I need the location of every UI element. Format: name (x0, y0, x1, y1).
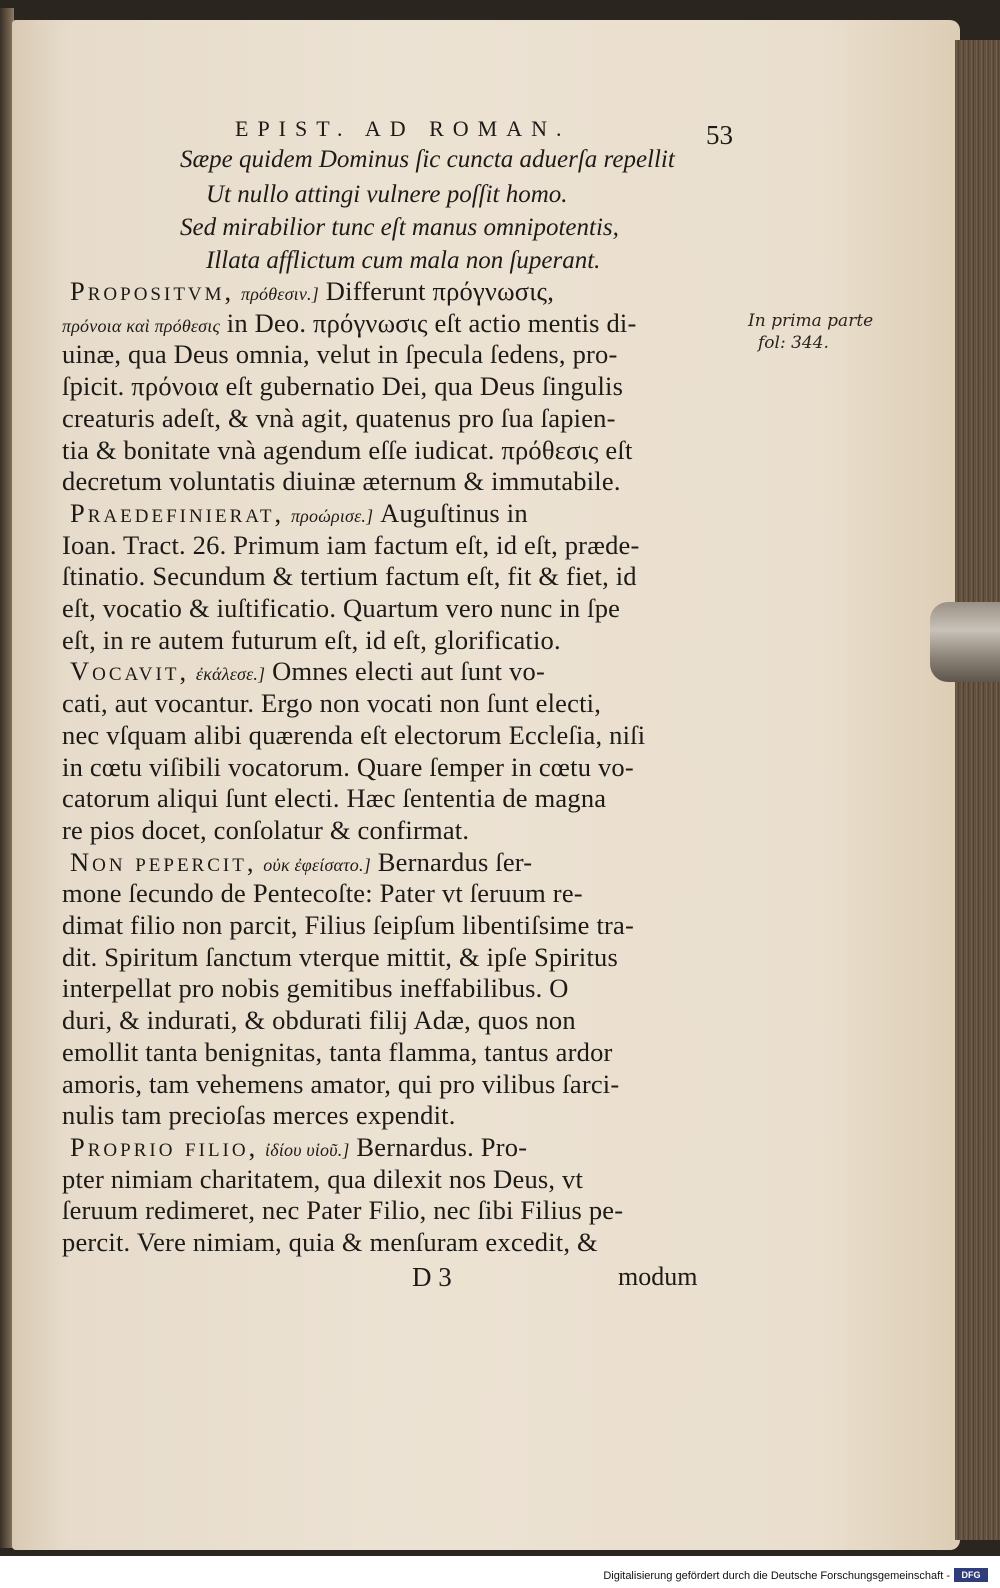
lemma-heading: Proprio filio, (70, 1131, 259, 1162)
lemma-heading: Propositvm, (70, 276, 235, 306)
line-text: ſpicit. πρόνοια eſt gubernatio Dei, qua Deus ſingulis (62, 371, 624, 402)
line-text: Omnes electi aut ſunt vo- (265, 656, 545, 687)
text-line (62, 371, 623, 402)
lemma-heading: Vocavit, (70, 656, 190, 687)
footer-credit: Digitalisierung gefördert durch die Deutsche Forschungsgemeinschaft - (603, 1570, 950, 1582)
text-line (70, 498, 528, 529)
text-line (62, 1037, 613, 1068)
line-text: cati, aut vocantur. Ergo non vocati non ſunt electi, (62, 688, 602, 719)
text-line (62, 720, 645, 751)
line-text: catorum aliqui ſunt electi. Hæc ſententia de magna (62, 783, 607, 814)
greek-term: ἐκάλεσε.] (195, 664, 266, 685)
text-line (62, 1069, 619, 1100)
verse-line: Illata afflictum cum mala non ſuperant. (206, 247, 601, 274)
text-line (62, 1195, 623, 1226)
verse-line: Sed mirabilior tunc eſt manus omnipotentis, (180, 214, 619, 241)
text-line (62, 561, 637, 592)
text-line (62, 942, 618, 973)
line-text: creaturis adeſt, & vnà agit, quatenus pro ſua ſapien- (62, 402, 616, 433)
line-text: Auguſtinus in (373, 497, 528, 528)
line-text: in cœtu viſibili vocatorum. Quare ſemper in cœtu vo- (62, 751, 634, 782)
text-line (62, 466, 621, 497)
text-line (62, 878, 583, 909)
verse-line: Sæpe quidem Dominus ſic cuncta aduerſa repellit (180, 146, 675, 173)
text-line (62, 339, 618, 370)
line-text: re pios docet, conſolatur & confirmat. (62, 814, 470, 845)
greek-term: προώρισε.] (290, 505, 374, 526)
text-line (62, 688, 601, 719)
margin-note-line: fol: 344. (758, 333, 829, 353)
greek-term: ἰδίου υἱοῦ.] (265, 1139, 350, 1160)
line-text: percit. Vere nimiam, quia & menſuram excedit, & (62, 1227, 598, 1257)
line-text: pter nimiam charitatem, qua dilexit nos Deus, vt (62, 1163, 584, 1194)
page-block-edges (955, 40, 1000, 1540)
line-text: interpellat pro nobis gemitibus ineffabilibus. O (62, 973, 569, 1004)
line-text: Differunt πρόγνωσις, (318, 276, 555, 306)
lemma-heading: Praedefinierat, (70, 497, 285, 528)
running-head: EPIST. AD ROMAN. (235, 116, 571, 141)
line-text: Bernardus. Pro- (349, 1131, 528, 1162)
greek-term: πρόνοια καὶ πρόθεσις (62, 315, 220, 336)
text-line (62, 625, 561, 656)
dfg-logo: DFG (954, 1568, 988, 1582)
greek-term: πρόθεσιν.] (241, 284, 319, 304)
line-text: amoris, tam vehemens amator, qui pro vilibus ſarci- (62, 1068, 620, 1099)
text-line (70, 656, 545, 687)
text-line (62, 1227, 598, 1258)
page-number: 53 (706, 120, 733, 150)
text-line (70, 276, 554, 307)
text-line (62, 1100, 456, 1131)
line-text: dit. Spiritum ſanctum vterque mittit, & ipſe Spiritus (62, 941, 619, 972)
handwritten-margin-note (748, 310, 873, 354)
line-text: Ioan. Tract. 26. Primum iam factum eſt, id eſt, præde- (62, 529, 640, 560)
text-line (62, 1164, 583, 1195)
line-text: emollit tanta benignitas, tanta flamma, tantus ardor (62, 1036, 613, 1067)
text-line (62, 910, 634, 941)
line-text: mone ſecundo de Pentecoſte: Pater vt ſeruum re- (62, 878, 583, 909)
line-text: decretum voluntatis diuinæ æternum & immutabile. (62, 466, 621, 497)
text-line (70, 1132, 527, 1163)
text-line (62, 1005, 576, 1036)
lemma-heading: Non pepercit, (70, 846, 257, 877)
line-text: dimat filio non parcit, Filius ſeipſum libentiſsime tra- (62, 910, 635, 940)
line-text: ſtinatio. Secundum & tertium factum eſt, fit & fiet, id (62, 561, 637, 592)
line-text: eſt, in re autem futurum eſt, id eſt, glorificatio. (62, 624, 561, 655)
line-text: tia & bonitate vnà agendum eſſe iudicat. πρόθεσις eſt (62, 434, 633, 465)
text-line (62, 530, 640, 561)
line-text: eſt, vocatio & iuſtificatio. Quartum vero nunc in ſpe (62, 593, 621, 623)
text-line (62, 783, 606, 814)
text-line (62, 435, 633, 466)
text-line (62, 308, 637, 339)
text-line (62, 973, 569, 1004)
line-text: nulis tam precioſas merces expendit. (62, 1100, 456, 1131)
line-text: uinæ, qua Deus omnia, velut in ſpecula ſedens, pro- (62, 339, 618, 370)
line-text: ſeruum redimeret, nec Pater Filio, nec ſibi Filius pe- (62, 1195, 624, 1226)
text-line (62, 593, 620, 624)
book-clasp (930, 602, 1000, 682)
verse-line: Ut nullo attingi vulnere poſſit homo. (206, 181, 568, 208)
margin-note-line: In prima parte (748, 311, 874, 331)
line-text: duri, & indurati, & obdurati filij Adæ, quos non (62, 1005, 576, 1036)
line-text: Bernardus ſer- (370, 846, 533, 877)
signature-mark: D 3 (412, 1262, 452, 1292)
text-line (62, 815, 469, 846)
text-line (62, 752, 634, 783)
line-text: nec vſquam alibi quærenda eſt electorum Eccleſia, niſi (62, 719, 646, 750)
text-line (70, 847, 532, 878)
catchword: modum (618, 1262, 698, 1291)
greek-term: οὐκ ἐφείσατο.] (263, 854, 371, 875)
line-text: in Deo. πρόγνωσις eſt actio mentis di- (219, 307, 637, 338)
text-line (62, 403, 616, 434)
